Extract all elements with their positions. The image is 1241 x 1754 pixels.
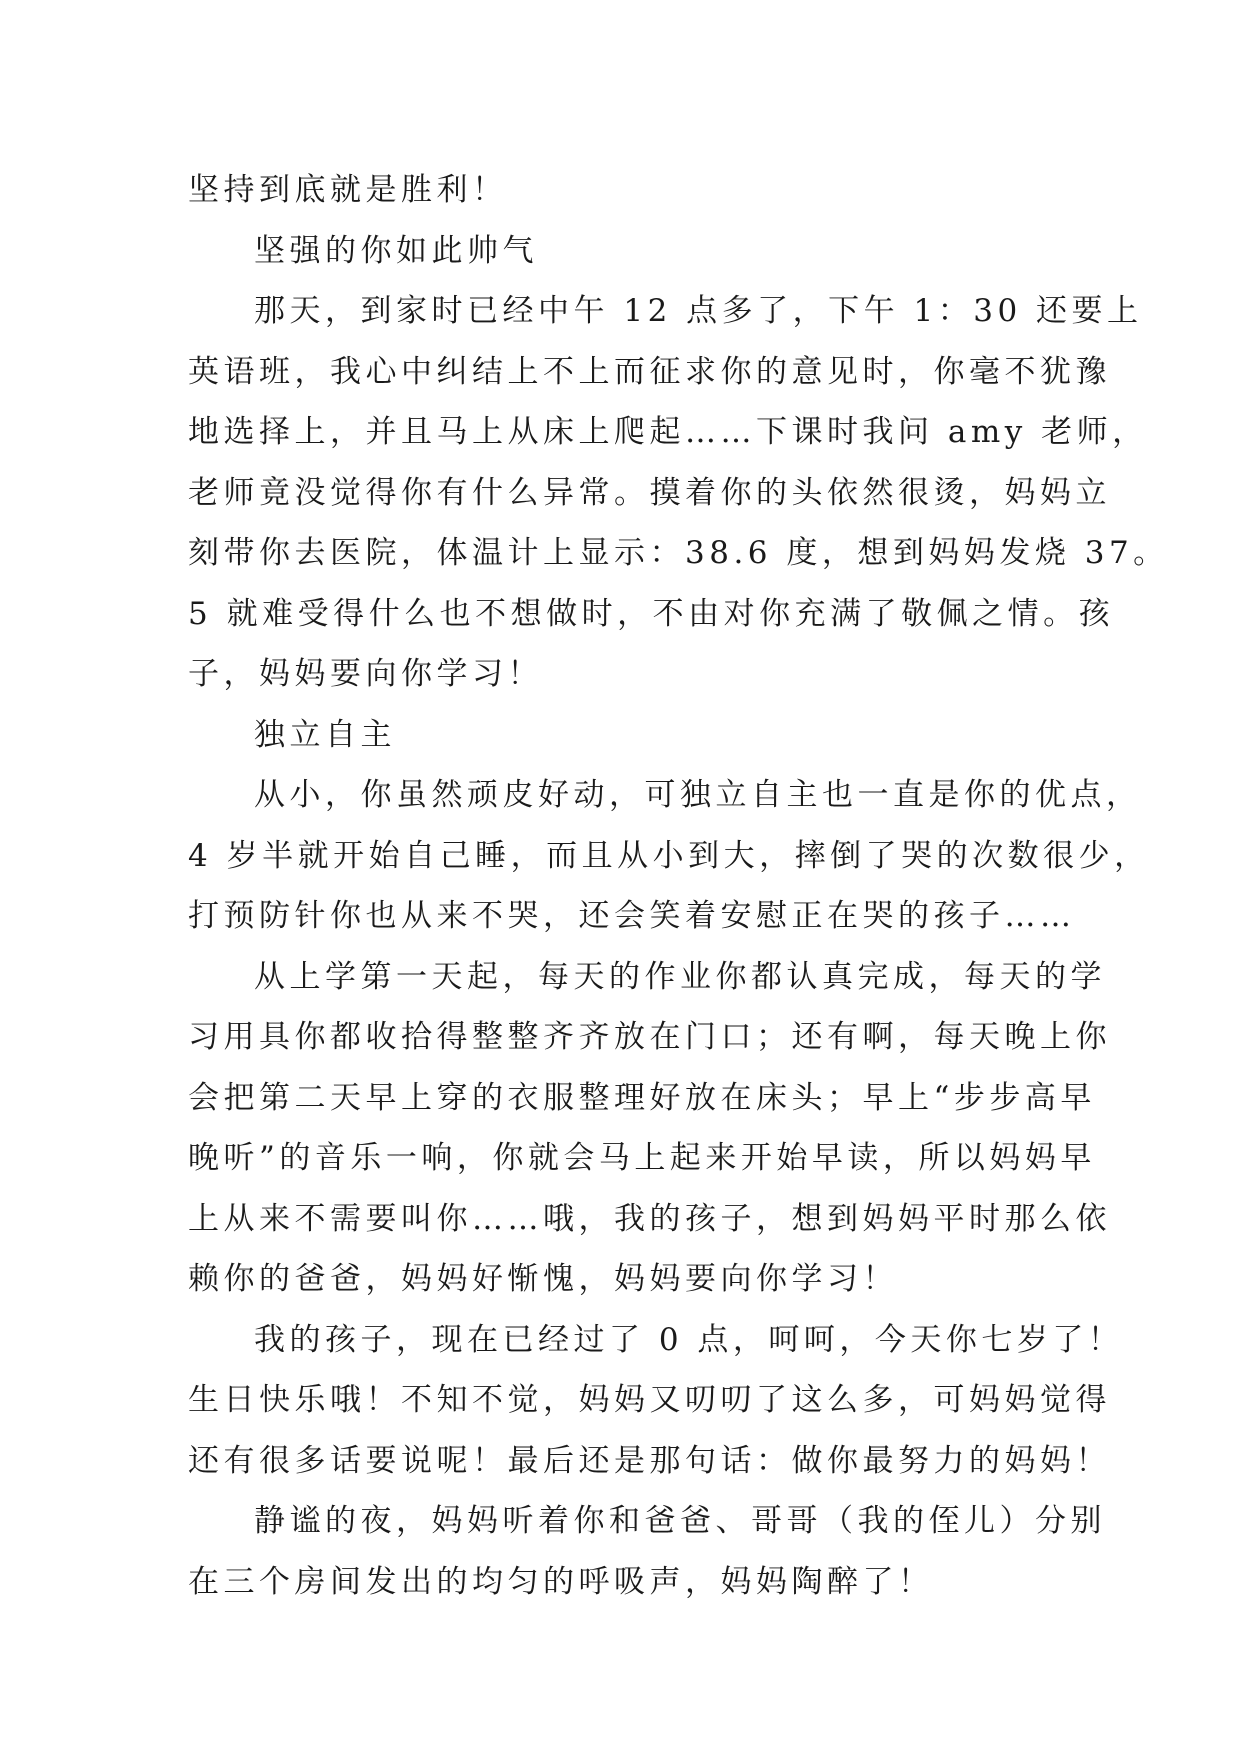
body-text [188,160,1169,1612]
text-line: 晚听”的音乐一响，你就会马上起来开始早读，所以妈妈早 [188,1140,1096,1176]
text-line: 老师竟没觉得你有什么异常。摸着你的头依然很烫，妈妈立 [188,474,1111,511]
section-heading: 独立自主 [254,716,396,753]
text-line: 还有很多话要说呢！最后还是那句话：做你最努力的妈妈！ [188,1442,1111,1479]
text-line: 赖你的爸爸，妈妈好惭愧，妈妈要向你学习！ [188,1261,898,1297]
paragraph-first-line: 我的孩子，现在已经过了 0 点，呵呵，今天你七岁了！ [254,1321,1124,1358]
text-line: 会把第二天早上穿的衣服整理好放在床头；早上“步步高早 [188,1079,1096,1116]
text-line: 打预防针你也从来不哭，还会笑着安慰正在哭的孩子…… [188,898,1076,934]
text-line: 在三个房间发出的均匀的呼吸声，妈妈陶醉了！ [188,1563,934,1600]
text-line: 地选择上，并且马上从床上爬起……下课时我问 amy 老师， [188,414,1148,450]
paragraph-first-line: 从小，你虽然顽皮好动，可独立自主也一直是你的优点， [254,777,1142,813]
text-line: 子，妈妈要向你学习！ [188,656,543,692]
text-line: 5 就难受得什么也不想做时，不由对你充满了敬佩之情。孩 [188,595,1115,632]
text-line: 刻带你去医院，体温计上显示：38.6 度，想到妈妈发烧 37。 [188,535,1169,571]
text-line: 4 岁半就开始自己睡，而且从小到大，摔倒了哭的次数很少， [188,837,1150,874]
text-line: 上从来不需要叫你……哦，我的孩子，想到妈妈平时那么依 [188,1200,1111,1237]
text-line: 英语班，我心中纠结上不上而征求你的意见时，你毫不犹豫 [188,353,1111,390]
text-line: 生日快乐哦！不知不觉，妈妈又叨叨了这么多，可妈妈觉得 [188,1382,1111,1418]
paragraph-first-line: 那天，到家时已经中午 12 点多了，下午 1：30 还要上 [254,293,1143,329]
paragraph-first-line: 从上学第一天起，每天的作业你都认真完成，每天的学 [254,958,1106,995]
text-line: 坚持到底就是胜利！ [188,172,508,208]
text-line: 习用具你都收拾得整整齐齐放在门口；还有啊，每天晚上你 [188,1019,1111,1055]
paragraph-first-line: 静谧的夜，妈妈听着你和爸爸、哥哥（我的侄儿）分别 [254,1503,1106,1539]
section-heading: 坚强的你如此帅气 [254,232,538,269]
